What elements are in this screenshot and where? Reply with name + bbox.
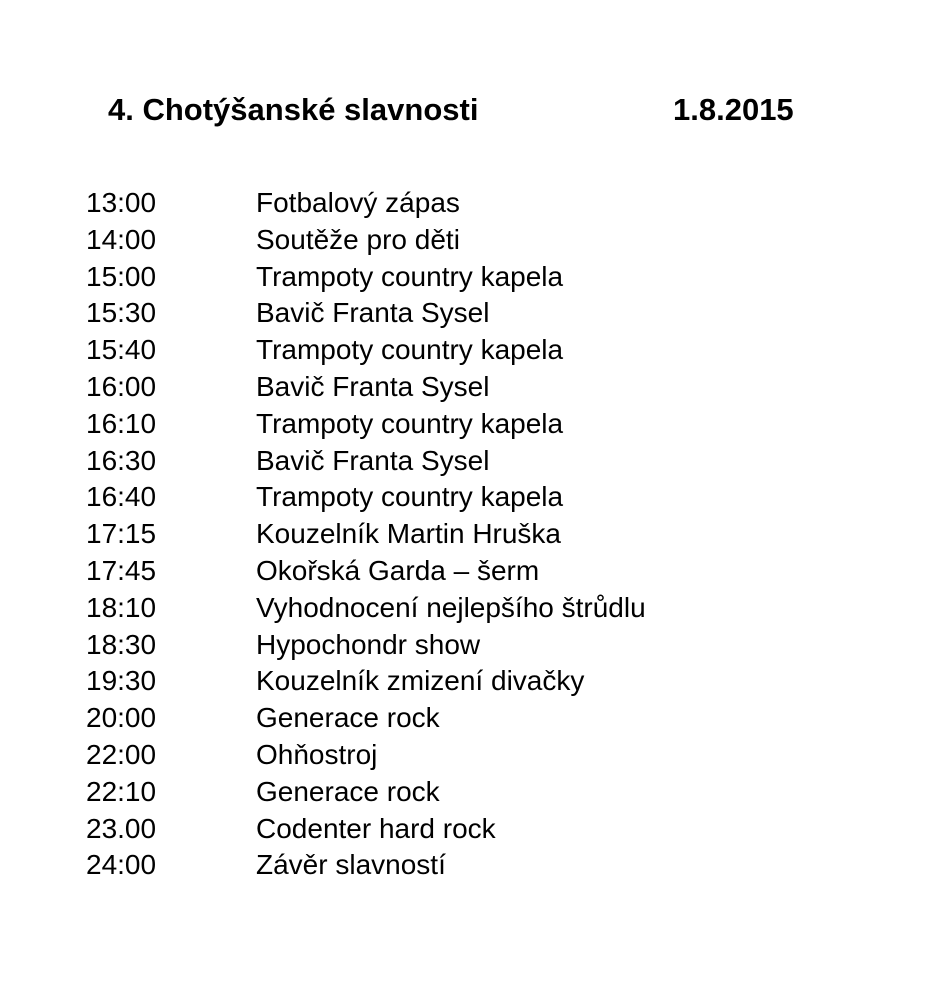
schedule-event: Závěr slavností [256,849,446,881]
document-title: 4. Chotýšanské slavnosti [108,92,479,127]
schedule-time: 17:45 [86,554,157,586]
schedule-event: Fotbalový zápas [256,187,460,218]
schedule-time: 16:40 [86,481,157,513]
schedule-time: 24:00 [86,849,157,881]
schedule-event: Generace rock [256,775,440,807]
schedule-event: Bavič Franta Sysel [256,370,490,402]
schedule-time: 16:30 [86,444,157,476]
schedule-time: 15:30 [86,297,157,329]
schedule-time: 20:00 [86,702,157,734]
schedule-event: Trampoty country kapela [256,260,564,292]
schedule-event: Trampoty country kapela [256,334,564,366]
schedule-time: 18:10 [86,591,157,623]
schedule-event: Trampoty country kapela [256,481,564,513]
schedule-time: 15:00 [86,260,157,292]
schedule-time: 19:30 [86,665,157,697]
schedule-time: 16:00 [86,370,157,402]
schedule-time: 15:40 [86,334,157,366]
schedule-event: Bavič Franta Sysel [256,444,490,476]
schedule-time: 14:00 [86,223,157,255]
schedule-event: Ohňostroj [256,738,378,770]
schedule-time: 22:10 [86,775,157,807]
schedule-event: Soutěže pro děti [256,223,460,255]
schedule-event: Vyhodnocení nejlepšího štrůdlu [256,591,646,623]
schedule-time: 16:10 [86,407,157,439]
schedule-event: Kouzelník Martin Hruška [256,518,562,550]
schedule-event: Kouzelník zmizení divačky [256,665,585,697]
schedule-time: 13:00 [86,187,157,218]
schedule-event: Trampoty country kapela [256,407,564,439]
schedule-event: Bavič Franta Sysel [256,297,490,329]
schedule-time: 22:00 [86,738,157,770]
schedule-event: Hypochondr show [256,628,481,660]
schedule-time: 18:30 [86,628,157,660]
document-date: 1.8.2015 [673,92,794,127]
schedule-event: Generace rock [256,702,440,734]
schedule-time: 23.00 [86,812,157,844]
schedule-event: Okořská Garda – šerm [256,554,540,586]
schedule-event: Codenter hard rock [256,812,496,844]
schedule-time: 17:15 [86,518,157,550]
